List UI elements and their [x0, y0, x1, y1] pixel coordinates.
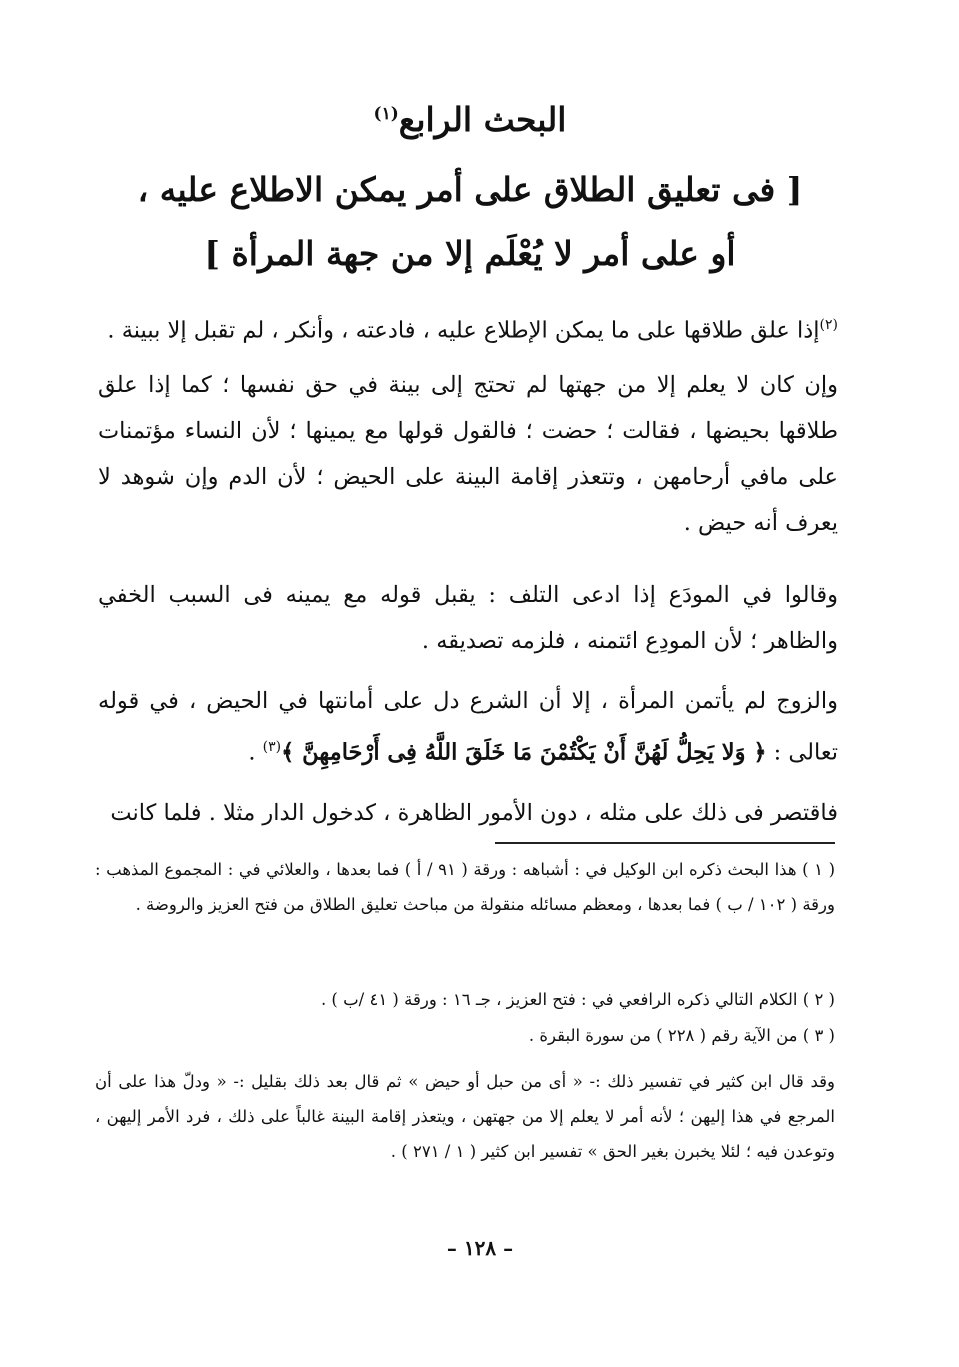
section-title-text: البحث الرابع: [398, 100, 567, 139]
paragraph-4-text: والزوج لم يأتمن المرأة ، إلا أن الشرع دل على أمانتها في الحيض ، في قوله تعالى :: [98, 688, 838, 766]
section-title: [90, 100, 850, 139]
quran-verse: ﴿ وَلا يَحِلُّ لَهُنَّ أَنْ يَكْتُمْنَ مَا خَلَقَ اللَّهُ فِى أَرْحَامِهِنَّ ﴾: [281, 739, 767, 766]
footnote-marker-2: (٢): [819, 317, 838, 333]
footnote-divider: [495, 842, 835, 844]
paragraph-4-end: .: [248, 739, 263, 766]
paragraph-2: وإن كان لا يعلم إلا من جهتها لم تحتج إلى بينة في حق نفسها ؛ كما إذا علق طلاقها بحيضها ، فقالت ؛ حضت ؛ فالقول قولها مع يمينها ؛ لأن النساء مؤتمنات على مافي أرحامهن ، وتتعذر إقامة البينة على الحيض ؛ لأن الدم وإن شوهد لا يعرف أنه حيض .: [98, 372, 838, 536]
section-subtitle-line-1: [ فى تعليق الطلاق على أمر يمكن الاطلاع عليه ،: [137, 170, 803, 209]
paragraph-4: [98, 678, 838, 776]
footnote-3: ( ٣ ) من الآية رقم ( ٢٢٨ ) من سورة البقرة .: [528, 1026, 835, 1045]
paragraph-1: [98, 302, 838, 354]
section-subtitle-line-2: أو على أمر لا يُعْلَم إلا من جهة المرأة ]: [204, 234, 736, 273]
footnote-1: ( ١ ) هذا البحث ذكره ابن الوكيل في : أشباهه : ورقة ( ٩١ / أ ) فما بعدها ، والعلائي في : المجموع المذهب : ورقة ( ١٠٢ / ب ) فما بعدها ، ومعظم مسائله منقولة من مباحث تعليق الطلاق من فتح العزيز والروضة .: [95, 860, 836, 914]
footnote-marker-3: (٣): [262, 739, 282, 755]
page-number: – ١٢٨ –: [446, 1236, 514, 1260]
footnote-3-continuation: وقد قال ابن كثير في تفسير ذلك :- « أى من حبل أو حيض » ثم قال بعد ذلك بقليل :- « ودلّ هذا على أن المرجع في هذا إليهن ؛ لأنه أمر لا يعلم إلا من جهتهن ، ويتعذر إقامة البينة غالباً على ذلك ، فرد الأمر إليهن ، وتوعدن فيه ؛ لئلا يخبرن بغير الحق » تفسير ابن كثير ( ١ / ٢٧١ ) .: [95, 1072, 835, 1161]
paragraph-1-text: إذا علق طلاقها على ما يمكن الإطلاع عليه ، فادعته ، وأنكر ، لم تقبل إلا ببينة .: [107, 317, 820, 344]
footnote-marker-1: (١): [373, 104, 399, 124]
paragraph-5: فاقتصر فى ذلك على مثله ، دون الأمور الظاهرة ، كدخول الدار مثلا . فلما كانت: [110, 800, 838, 826]
footnote-2: ( ٢ ) الكلام التالي ذكره الرافعي في : فتح العزيز ، جـ ١٦ : ورقة ( ٤١ /ب ) .: [320, 990, 835, 1009]
paragraph-3: وقالوا في المودَع إذا ادعى التلف : يقبل قوله مع يمينه فى السبب الخفي والظاهر ؛ لأن المودِع ائتمنه ، فلزمه تصديقه .: [98, 582, 838, 654]
